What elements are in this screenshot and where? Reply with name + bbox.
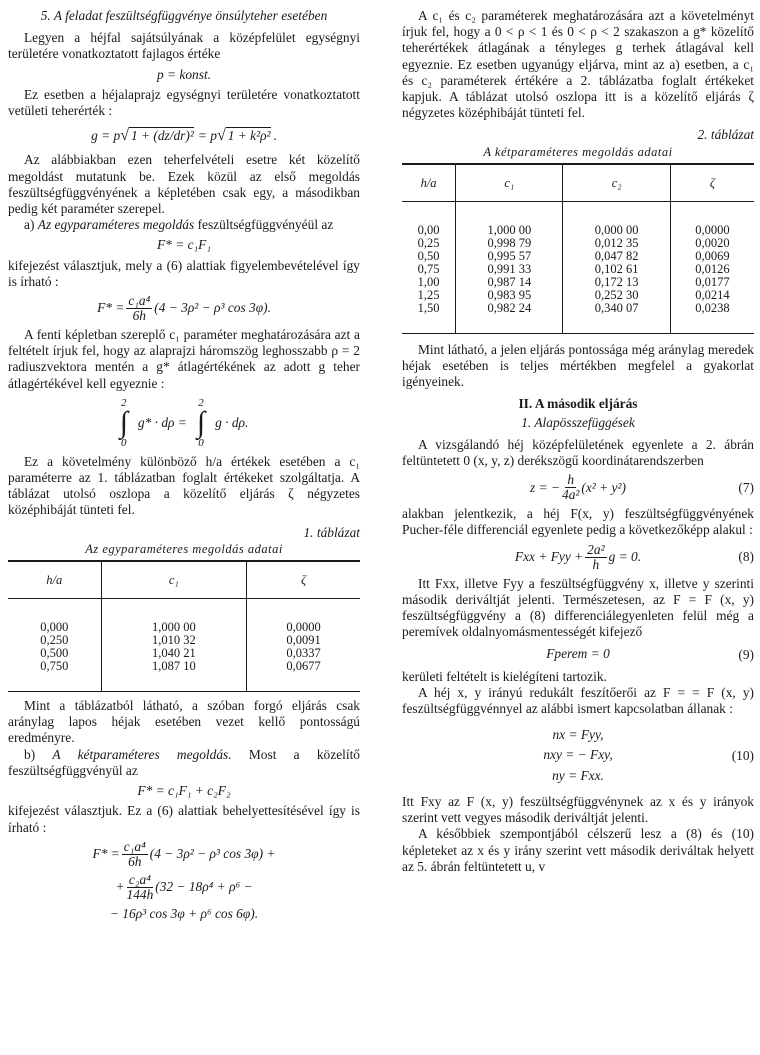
equation-number: (8): [738, 549, 754, 565]
table-cell: 0,987 14: [456, 276, 563, 289]
eq-rhs: g = 0.: [608, 549, 642, 565]
equation-F2: [8, 294, 360, 323]
paragraph: A vizsgálandó héj középfelületének egyenlete a 2. ábrán feltüntetett 0 (x, y, z) derékszögű koordinátarendszerben: [402, 436, 754, 469]
paragraph: Mint a táblázatból látható, a szóban forgó eljárás csak aránylag lapos héjak esetében vezet kellő pontosságú eredményre.: [8, 698, 360, 746]
subsection-title: 1. Alapösszefüggések: [521, 414, 635, 430]
eq-plus: +: [115, 879, 125, 895]
table-number: 1. táblázat: [303, 524, 360, 540]
table-cell: 0,0020: [670, 237, 754, 250]
eq-line: nxy = − Fxy,: [543, 747, 613, 763]
table-cell: 0,995 57: [456, 250, 563, 263]
table-cell: 0,75: [417, 261, 440, 276]
table-cell: 0,340 07: [563, 302, 670, 334]
fraction: [562, 473, 579, 502]
paragraph: A későbbiek szempontjából célszerű lesz a (8) és (10) képleteket az x és y irány szerint vett második deriváltak helyett az 5. ábrán feltüntetett u, v: [402, 826, 754, 874]
table-cell: 0,000 00: [563, 201, 670, 237]
section-title: II. A második eljárás: [518, 396, 638, 412]
table-cell: 1,000 00: [456, 201, 563, 237]
paragraph: [8, 217, 360, 233]
table-cell: 1,00: [417, 274, 440, 289]
eq-g-end: .: [273, 127, 277, 143]
fraction: [127, 873, 154, 902]
table-cell: 0,0000: [670, 201, 754, 237]
equation-p: p = konst.: [156, 66, 212, 82]
paragraph: A c₁ és c₂ paraméterek meghatározására azt a követelményt írjuk fel, hogy a 0 < ρ < 1 és 0 < ρ < 2 szakaszon a g* közelítő teherértékek átlagának a tényleges g terhek átlagával kell egyeznie. Ez esetben ugyanúgy eljárva, mint az a) esetben, a c₁ és c₂ paraméterek értékére a 2. táblázatba foglalt értékeket kapjuk. A táblázat utolsó oszlopa itt is a közelítő eljárás ζ négyzetes középhibáját tünteti fel.: [402, 8, 754, 121]
text: Most a közelítő feszültségfüggvényül az: [8, 746, 360, 778]
eq-body: Fperem = 0: [546, 646, 610, 662]
equation-F3: F* = c₁F₁ + c₂F₂: [137, 783, 231, 799]
paragraph: [8, 747, 360, 779]
table-row: [402, 302, 754, 334]
section-title: 5. A feladat feszültségfüggvénye önsúlyteher esetében: [40, 8, 328, 23]
paragraph: alakban jelentkezik, a héj F(x, y) feszültségfüggvényének Pucher-féle differenciál egyenlete pedig a következőképp alakul :: [402, 506, 754, 538]
table-cell: 0,0126: [670, 263, 754, 276]
equation-F4-line1: [8, 840, 360, 869]
equation-9: [402, 646, 754, 662]
paragraph: A fenti képletban szereplő c₁ paraméter meghatározására azt a feltételt írjuk fel, hogy az alaprajzi háromszög leghosszabb ρ = 2 radiuszvektora mentén a g* átlagértékének az adott g teher átlagértékével kell egyeznie :: [8, 327, 360, 391]
eq-rhs: (4 − 3ρ² − ρ³ cos 3φ) +: [149, 846, 276, 862]
eq-g-lhs: g = p: [91, 127, 121, 143]
fraction: [126, 294, 152, 323]
numerator: c₂a⁴: [128, 871, 151, 887]
table-header-row: [8, 561, 360, 599]
denominator: 4a²: [562, 487, 580, 503]
equation-system: [543, 725, 612, 786]
table-cell: 0,252 30: [563, 289, 670, 302]
table-row: [8, 599, 360, 635]
table-title: A kétparaméteres megoldás adatai: [483, 144, 673, 159]
table-row: [402, 250, 754, 263]
eq-rhs: (4 − 3ρ² − ρ³ cos 3φ).: [154, 300, 271, 316]
paragraph: Itt Fxy az F (x, y) feszültségfüggvénynek az x és y irányok szerint vett vegyes második deriváltját jelenti.: [402, 793, 754, 826]
paragraph: kifejezést választjuk, mely a (6) alattiak figyelembevételével így is írható :: [8, 257, 360, 289]
paragraph: kerületi feltételt is kielégíteni tartozik.: [402, 668, 607, 684]
label-b: b): [24, 746, 36, 762]
eq-g-radicand1: 1 + (dz/dr)²: [130, 128, 194, 144]
right-column: [402, 8, 754, 875]
paragraph: Legyen a héjfal sajátsúlyának a középfelület egységnyi területére vonatkoztatott fajlagos értéke: [8, 30, 360, 62]
table-one-param: [8, 560, 360, 692]
table-row: [402, 201, 754, 237]
table-two-param: [402, 163, 754, 334]
column-header: ζ: [247, 561, 360, 599]
table-cell: 0,983 95: [456, 289, 563, 302]
column-header: ζ: [670, 164, 754, 202]
text: feszültségfüggvényéül az: [197, 217, 334, 233]
table-cell: 0,172 13: [563, 276, 670, 289]
eq-lhs: F* =: [92, 846, 120, 862]
table-cell: 1,040 21: [101, 647, 247, 660]
table-cell: 0,000: [40, 620, 69, 635]
integral: [120, 398, 128, 448]
column-header: h/a: [8, 561, 101, 599]
table-cell: 0,0091: [247, 634, 360, 647]
numerator: h: [567, 472, 575, 488]
eq-g-mid: = p: [197, 127, 217, 143]
equation-7: [402, 473, 754, 502]
table-cell: 1,010 32: [101, 634, 247, 647]
table-cell: 0,00: [417, 222, 440, 237]
table-cell: 0,991 33: [456, 263, 563, 276]
lower-limit: 0: [121, 436, 127, 449]
equation-number: (7): [738, 479, 754, 495]
integral-condition: [8, 398, 360, 448]
denominator: 6h: [128, 853, 142, 869]
eq-line: ny = Fxx.: [552, 767, 604, 783]
equation-10: [402, 721, 754, 790]
table-cell: 1,000 00: [101, 599, 247, 635]
table-row: [402, 276, 754, 289]
lower-limit: 0: [198, 436, 204, 449]
paragraph: Itt Fxx, illetve Fyy a feszültségfüggvény x, illetve y szerinti második deriváltját jelenti. Természetesen, az F = F (x, y) feszültségfüggvény a (8) differenciálegyenleten felül még a peremívek oldalnyomásmentességét kifejező: [402, 575, 754, 640]
integrand-left: g* · dρ =: [137, 414, 187, 430]
eq-line: nx = Fyy,: [552, 727, 604, 743]
column-header: c₂: [563, 164, 670, 202]
integrand-right: g · dρ.: [215, 414, 249, 430]
table-cell: 0,0069: [670, 250, 754, 263]
eq-rhs: (32 − 18ρ⁴ + ρ⁶ −: [155, 879, 253, 895]
table-cell: 0,047 82: [563, 250, 670, 263]
table-cell: 0,998 79: [456, 237, 563, 250]
table-row: [402, 237, 754, 250]
integral: [197, 398, 205, 448]
table-cell: 0,012 35: [563, 237, 670, 250]
integral-icon: ∫: [196, 405, 206, 439]
eq-rhs: (x² + y²): [581, 479, 626, 495]
table-cell: 0,0337: [247, 647, 360, 660]
label-a: a): [24, 217, 35, 233]
table-cell: 1,25: [417, 287, 440, 302]
column-header: c₁: [101, 561, 247, 599]
eq-lhs: Fxx + Fyy +: [514, 549, 584, 565]
table-cell: 0,0000: [247, 599, 360, 635]
table-cell: 0,50: [417, 248, 440, 263]
numerator: c₁a⁴: [123, 838, 146, 854]
paragraph: Az alábbiakban ezen teherfelvételi esetre két közelítő megoldást mutatunk be. Ezek közül az első megoldás feszültségfüggvényének a képletében csak egy, a másodikban pedig két paraméter szerepel.: [8, 152, 360, 217]
paragraph: kifejezést választjuk. Ez a (6) alattiak behelyettesítésével így is írható :: [8, 803, 360, 835]
table-cell: 0,750: [40, 659, 69, 674]
table-cell: 0,500: [40, 646, 69, 661]
table-title: Az egyparaméteres megoldás adatai: [85, 541, 283, 556]
table-cell: 0,102 61: [563, 263, 670, 276]
sqrt-icon: √: [120, 126, 129, 144]
paragraph: Ez esetben a héjalaprajz egységnyi területére vonatkoztatott vetületi teherérték :: [8, 86, 360, 119]
table-cell: 0,0238: [670, 302, 754, 334]
column-header: h/a: [402, 164, 456, 202]
subheading-one-param: Az egyparaméteres megoldás: [37, 217, 195, 233]
upper-limit: 2: [198, 396, 204, 409]
numerator: c₁a⁴: [128, 293, 151, 309]
paragraph: Ez a követelmény különböző h/a értékek esetében a c₁ paraméterre az 1. táblázatban foglalt értékeket szolgáltatja. A táblázat utolsó oszlopa a közelítő eljárás ζ négyzetes középhibáját tünteti fel.: [8, 453, 360, 518]
column-header: c₁: [456, 164, 563, 202]
denominator: h: [592, 556, 600, 572]
denominator: 6h: [132, 308, 146, 324]
table-cell: 1,50: [417, 300, 440, 315]
equation-F4-line3: − 16ρ³ cos 3φ + ρ⁶ cos 6φ).: [109, 905, 259, 921]
table-cell: 0,250: [40, 633, 69, 648]
equation-g: [8, 127, 360, 144]
table-number: 2. táblázat: [697, 127, 754, 143]
subheading-two-param: A kétparaméteres megoldás.: [52, 746, 232, 762]
upper-limit: 2: [121, 396, 127, 409]
table-cell: 0,982 24: [456, 302, 563, 334]
table-cell: 0,0177: [670, 276, 754, 289]
paragraph: A héj x, y irányú redukált feszítőerői az F = = F (x, y) feszültségfüggvénnyel az alábbi ismert kapcsolatban állanak :: [402, 684, 754, 717]
table-row: [402, 289, 754, 302]
fraction: [585, 543, 606, 572]
table-cell: 0,25: [417, 235, 440, 250]
table-cell: 0,0214: [670, 289, 754, 302]
sqrt-icon: √: [216, 126, 226, 144]
paragraph: Mint látható, a jelen eljárás pontossága még aránylag meredek héjak esetében is teljes mértékben megfelel a gyakorlat igényeinek.: [402, 341, 754, 390]
equation-F4-line2: [8, 873, 360, 902]
left-column: [8, 8, 360, 926]
fraction: [122, 840, 148, 869]
equation-F1: F* = c₁F₁: [156, 237, 212, 253]
table-cell: 1,087 10: [101, 660, 247, 692]
table-header-row: [402, 164, 754, 202]
integral-icon: ∫: [119, 405, 128, 439]
equation-number: (9): [738, 646, 754, 662]
eq-lhs: F* =: [97, 300, 125, 316]
denominator: 144h: [126, 886, 154, 902]
numerator: 2a²: [587, 541, 605, 557]
eq-lhs: z = −: [530, 479, 560, 495]
table-cell: 0,0677: [247, 660, 360, 692]
eq-g-radicand2: 1 + k²ρ²: [227, 128, 271, 144]
equation-8: [402, 543, 754, 572]
equation-number: (10): [731, 747, 754, 763]
table-row: [402, 263, 754, 276]
table-row: [8, 660, 360, 692]
